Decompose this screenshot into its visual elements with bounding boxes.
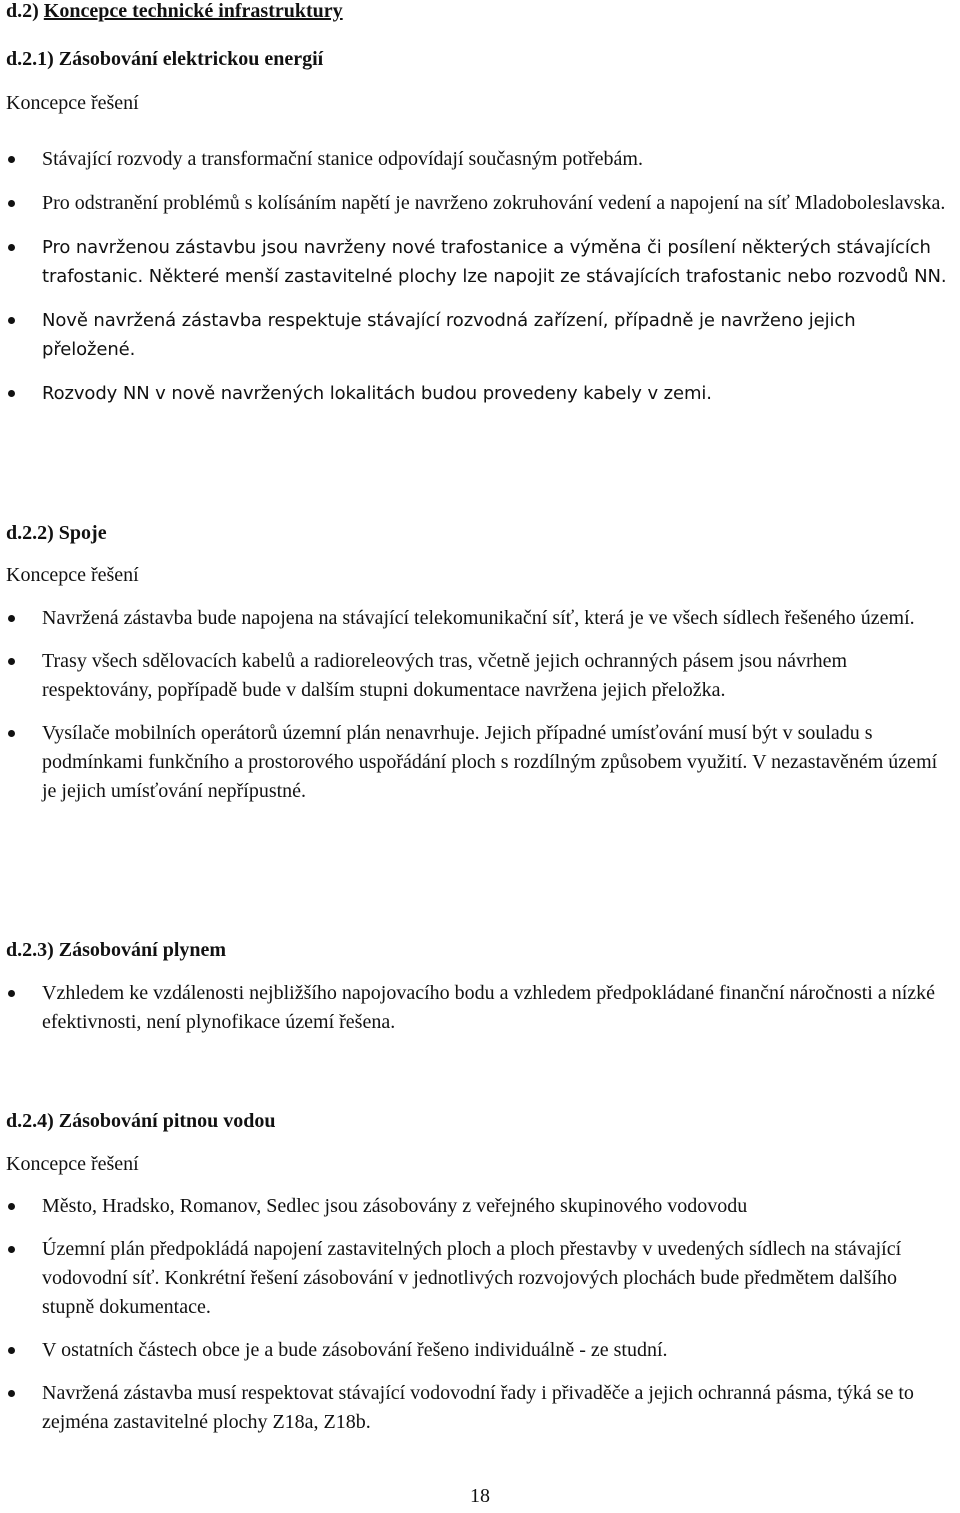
electricity-list [0, 145, 950, 408]
gas-heading: d.2.3) Zásobování plynem [6, 939, 227, 961]
list-item: Město, Hradsko, Romanov, Sedlec jsou zásobovány z veřejného skupinového vodovodu [0, 1192, 950, 1221]
list-item: Trasy všech sdělovacích kabelů a radioreleových tras, včetně jejich ochranných pásem jsou návrhem respektovány, popřípadě bude v dalším stupni dokumentace navržena jejich přeložka. [0, 647, 950, 705]
telecom-list [0, 604, 950, 806]
list-item: Vzhledem ke vzdálenosti nejbližšího napojovacího bodu a vzhledem předpokládané finanční náročnosti a nízké efektivnosti, není plynofikace území řešena. [0, 979, 950, 1037]
bullet-icon [8, 615, 15, 622]
electricity-heading: d.2.1) Zásobování elektrickou energií [6, 48, 324, 70]
list-item: Stávající rozvody a transformační stanice odpovídají současným potřebám. [0, 145, 950, 174]
list-item: Nově navržená zástavba respektuje stávající rozvodná zařízení, případně je navrženo jejich přeložené. [0, 306, 950, 364]
bullet-icon [8, 156, 15, 163]
list-item: Pro navrženou zástavbu jsou navrženy nové trafostanice a výměna či posílení některých stávajících trafostanic. Některé menší zastavitelné plochy lze napojit ze stávajících trafostanic nebo rozvodů NN. [0, 233, 950, 291]
telecom-subheading: Koncepce řešení [6, 564, 139, 586]
bullet-icon [8, 730, 15, 737]
bullet-icon [8, 1246, 15, 1253]
list-item: Územní plán předpokládá napojení zastavitelných ploch a ploch přestavby v uvedených sídlech na stávající vodovodní síť. Konkrétní řešení zásobování v jednotlivých rozvojových plochách bude předmětem dalšího stupně dokumentace. [0, 1235, 950, 1322]
list-item: Vysílače mobilních operátorů územní plán nenavrhuje. Jejich případné umísťování musí být v souladu s podmínkami funkčního a prostorového uspořádání ploch s rozdílným způsobem využití. V nezastavěném území je jejich umísťování nepřípustné. [0, 719, 950, 806]
list-item: V ostatních částech obce je a bude zásobování řešeno individuálně - ze studní. [0, 1336, 950, 1365]
list-item: Navržená zástavba bude napojena na stávající telekomunikační síť, která je ve všech sídlech řešeného území. [0, 604, 950, 633]
water-subheading: Koncepce řešení [6, 1153, 139, 1175]
bullet-icon [8, 390, 15, 397]
bullet-icon [8, 244, 15, 251]
list-item: Pro odstranění problémů s kolísáním napětí je navrženo zokruhování vedení a napojení na síť Mladoboleslavska. [0, 189, 950, 218]
page-number: 18 [470, 1485, 490, 1507]
bullet-icon [8, 990, 15, 997]
section-title-link[interactable]: Koncepce technické infrastruktury [43, 0, 343, 22]
bullet-icon [8, 200, 15, 207]
list-item: Navržená zástavba musí respektovat stávající vodovodní řady i přivaděče a jejich ochranná pásma, týká se to zejména zastavitelné plochy Z18a, Z18b. [0, 1379, 950, 1437]
bullet-icon [8, 1347, 15, 1354]
bullet-icon [8, 317, 15, 324]
bullet-icon [8, 658, 15, 665]
bullet-icon [8, 1390, 15, 1397]
electricity-subheading: Koncepce řešení [6, 92, 139, 114]
water-list [0, 1192, 950, 1437]
section-title: d.2) Koncepce technické infrastruktury [6, 0, 343, 22]
bullet-icon [8, 1203, 15, 1210]
telecom-heading: d.2.2) Spoje [6, 522, 107, 544]
water-heading: d.2.4) Zásobování pitnou vodou [6, 1110, 276, 1132]
list-item: Rozvody NN v nově navržených lokalitách budou provedeny kabely v zemi. [0, 379, 950, 408]
gas-list [0, 979, 950, 1037]
